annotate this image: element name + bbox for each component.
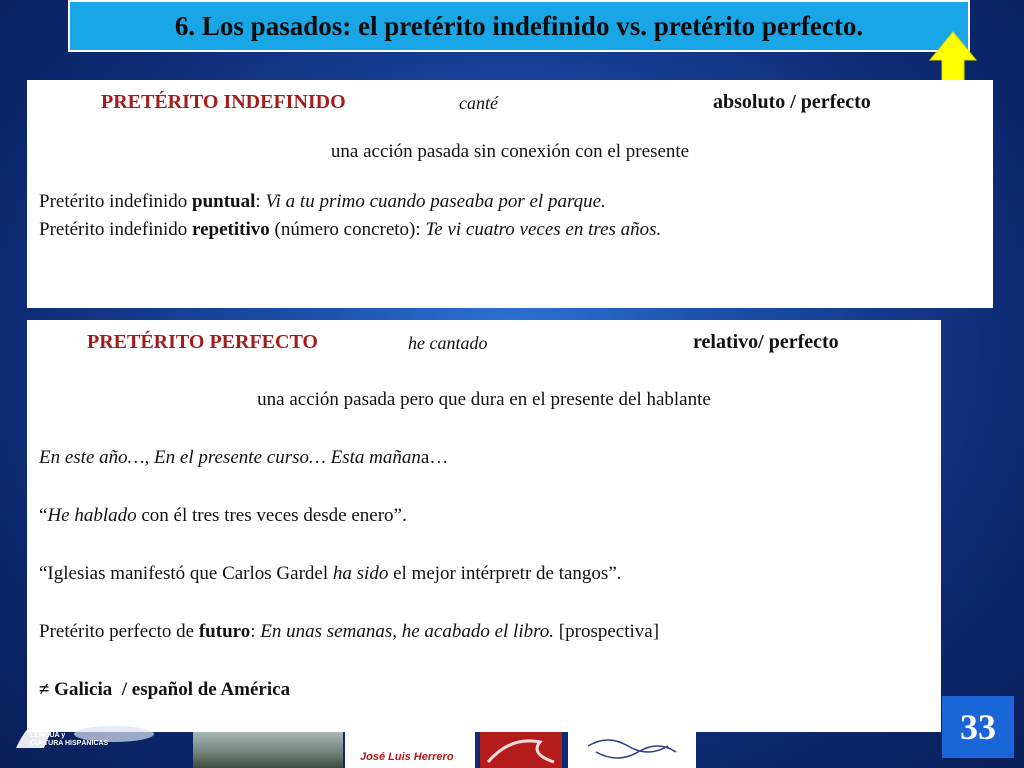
- indefinido-example: canté: [459, 93, 498, 113]
- perfecto-tag: relativo/ perfecto: [693, 331, 839, 353]
- indefinido-heading-row: [39, 88, 981, 116]
- perfecto-quote1-line: “He hablado con él tres tres veces desde enero”.: [39, 505, 407, 526]
- indefinido-tag: absoluto / perfecto: [713, 91, 871, 113]
- indefinido-definition: una acción pasada sin conexión con el presente: [330, 141, 690, 162]
- perfecto-heading: PRETÉRITO PERFECTO: [87, 331, 318, 353]
- perfecto-quote2-line: “Iglesias manifestó que Carlos Gardel ha sido el mejor intérpretr de tangos”.: [39, 563, 622, 584]
- footer-photo: [193, 732, 343, 768]
- slide-title: 6. Los pasados: el pretérito indefinido vs. pretérito perfecto.: [174, 10, 864, 41]
- perfecto-definition: una acción pasada pero que dura en el presente del hablante: [257, 389, 711, 410]
- logo-caption: LENGUA y CULTURA HISPÁNICAS: [30, 732, 109, 747]
- perfecto-markers-line: En este año…, En el presente curso… Esta mañana…: [39, 447, 449, 468]
- perfecto-futuro-line: Pretérito perfecto de futuro: En unas semanas, he acabado el libro. [prospectiva]: [39, 621, 660, 642]
- indefinido-heading: PRETÉRITO INDEFINIDO: [101, 91, 346, 113]
- indefinido-repetitivo-line: Pretérito indefinido repetitivo (número concreto): Te vi cuatro veces en tres años.: [39, 219, 662, 240]
- ornament-icon: [568, 732, 696, 768]
- indefinido-puntual-line: Pretérito indefinido puntual: Vi a tu primo cuando paseaba por el parque.: [39, 191, 606, 212]
- page-number: 33: [942, 696, 1014, 758]
- perfecto-heading-row: [39, 326, 929, 354]
- seal-image: [480, 732, 562, 768]
- indefinido-panel: [27, 80, 993, 308]
- perfecto-example: he cantado: [408, 333, 488, 353]
- perfecto-panel: [27, 320, 941, 732]
- title-bar: [68, 0, 970, 52]
- perfecto-contrast-line: ≠ Galicia / español de América: [39, 679, 291, 700]
- author-name: José Luis Herrero: [360, 751, 454, 763]
